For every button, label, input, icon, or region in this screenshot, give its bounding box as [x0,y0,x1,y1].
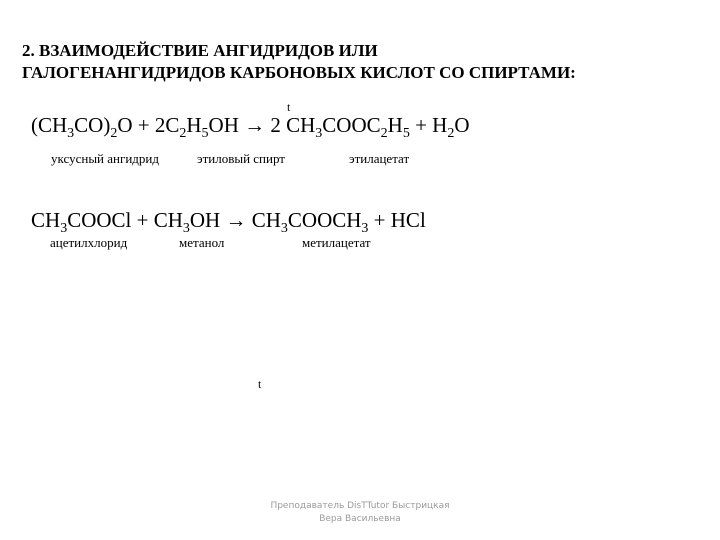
footer-line-1: Преподаватель DisTTutor Быстрицкая [270,501,450,511]
reaction2-equation: $CH_3COOCl + CH_3OH$ → $CH_3COOCH_3$ + HCl [31,208,426,236]
reaction2-reactant2-label: метанол [179,235,225,250]
reaction2-reactant1-label: ацетилхлорид [50,235,128,250]
reaction1-reactant2-label: этиловый спирт [197,151,285,166]
stray-condition-mark: t [258,377,262,391]
reaction1-product-label: этилацетат [349,151,410,166]
reaction1-reactant1-label: уксусный ангидрид [51,151,159,166]
heading-line-2: ГАЛОГЕНАНГИДРИДОВ КАРБОНОВЫХ КИСЛОТ СО СПИРТАМИ: [22,63,576,82]
slide-heading [22,40,576,84]
footer-line-2: Вера Васильевна [319,514,401,524]
heading-line-1: 2. ВЗАИМОДЕЙСТВИЕ АНГИДРИДОВ ИЛИ [22,41,378,60]
reaction2-product-label: метилацетат [302,235,371,250]
reaction1-equation: $(CH_3CO)_2O + 2C_2H_5OH \to 2$ $CH_3COOC_2H_5 + H_2O$ [31,113,470,141]
reaction1-condition: t [287,100,291,114]
footer-credit [240,500,480,526]
